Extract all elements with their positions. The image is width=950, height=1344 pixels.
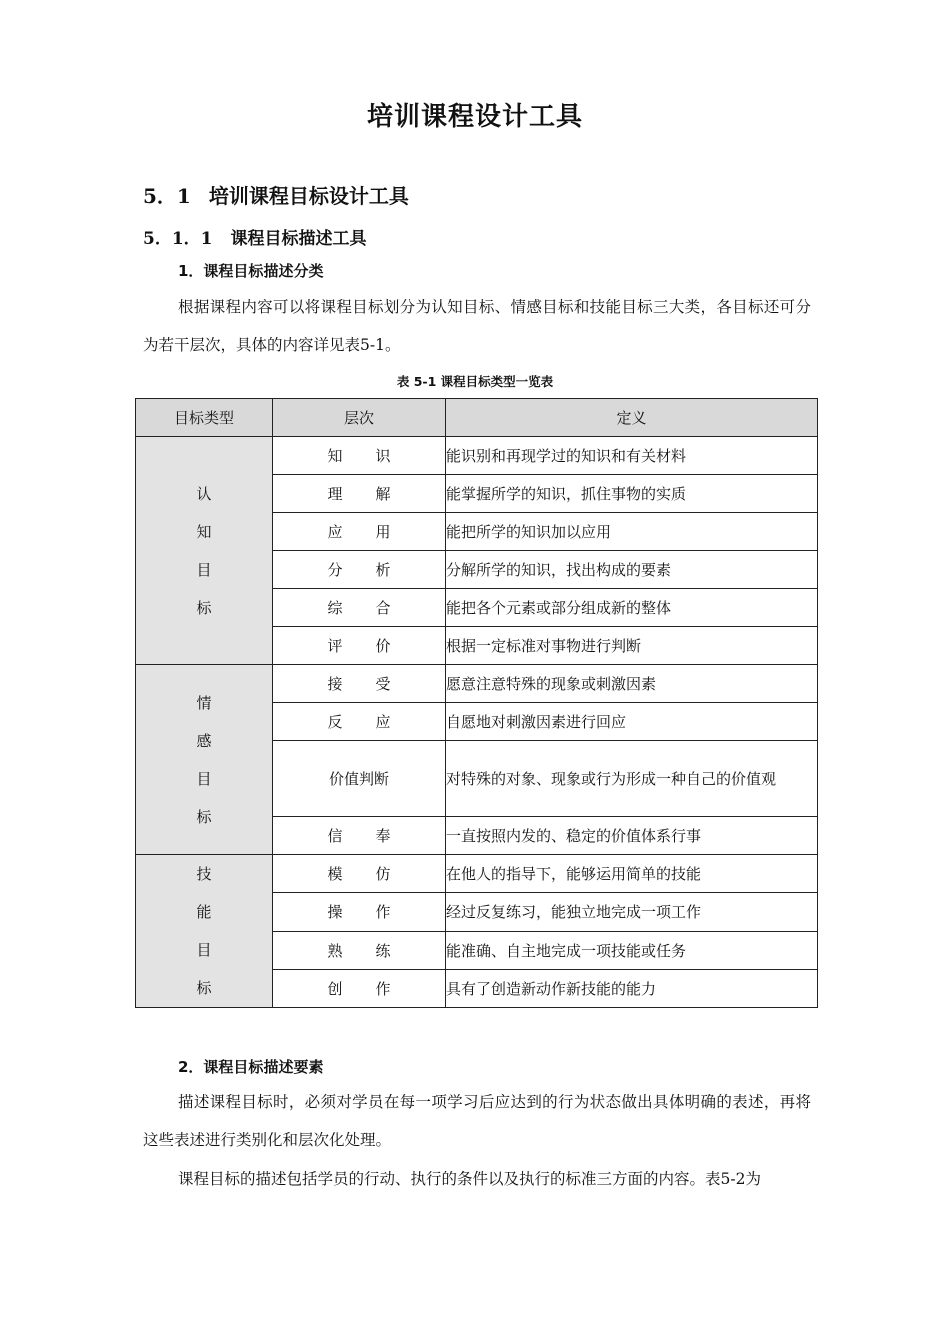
level-label: 知识 [327, 447, 424, 465]
item2-paragraph2: 课程目标的描述包括学员的行动、执行的条件以及执行的标准三方面的内容。表5-2为 [178, 1170, 761, 1188]
table-row [136, 855, 818, 893]
definition-cell: 能掌握所学的知识，抓住事物的实质 [446, 475, 818, 513]
definition-cell: 根据一定标准对事物进行判断 [446, 627, 818, 665]
section-number: 5．1 [143, 184, 191, 208]
definition-cell: 经过反复练习，能独立地完成一项工作 [446, 893, 818, 931]
section-title: 培训课程目标设计工具 [208, 184, 409, 208]
document-title: 培训课程设计工具 [366, 102, 583, 132]
definition-cell: 能准确、自主地完成一项技能或任务 [446, 931, 818, 969]
level-label: 模仿 [327, 865, 424, 884]
level-label: 创作 [327, 979, 424, 998]
level-label: 价值判断 [328, 770, 389, 788]
table-row [136, 665, 818, 703]
definition-cell: 自愿地对刺激因素进行回应 [446, 703, 818, 741]
definition-cell: 对特殊的对象、现象或行为形成一种自己的价值观 [446, 741, 818, 817]
category-cell [136, 437, 273, 665]
level-label: 评价 [327, 637, 424, 655]
level-cell [273, 475, 446, 513]
level-label: 分析 [327, 561, 424, 579]
table-header-row [136, 399, 818, 437]
header-level: 层次 [273, 399, 446, 437]
item2-heading: 2．课程目标描述要素 [178, 1058, 324, 1076]
level-cell [273, 969, 446, 1007]
level-cell [273, 817, 446, 855]
definition-cell: 在他人的指导下，能够运用简单的技能 [446, 855, 818, 893]
level-cell [273, 893, 446, 931]
level-label: 熟练 [327, 941, 424, 960]
level-label: 应用 [327, 523, 424, 541]
subsection-number: 5．1．1 [143, 229, 213, 249]
definition-cell: 能识别和再现学过的知识和有关材料 [446, 437, 818, 475]
level-label: 综合 [327, 599, 424, 617]
level-cell [273, 437, 446, 475]
definition-cell: 一直按照内发的、稳定的价值体系行事 [446, 817, 818, 855]
header-goal-type: 目标类型 [136, 399, 273, 437]
category-label: 认知目标 [196, 484, 212, 617]
level-cell [273, 665, 446, 703]
level-label: 操作 [327, 903, 424, 922]
table-body [136, 437, 818, 1008]
level-cell [273, 551, 446, 589]
category-cell [136, 855, 273, 1008]
definition-cell: 能把各个元素或部分组成新的整体 [446, 589, 818, 627]
level-cell [273, 931, 446, 969]
category-label: 技能目标 [196, 865, 212, 997]
level-label: 反应 [327, 713, 424, 731]
header-definition: 定义 [446, 399, 818, 437]
level-label: 理解 [327, 485, 424, 503]
subsection-heading [143, 224, 367, 249]
table-caption: 表 5-1 课程目标类型一览表 [396, 374, 554, 389]
category-cell [136, 665, 273, 855]
table-row [136, 437, 818, 475]
item1-heading: 1．课程目标描述分类 [178, 262, 324, 280]
level-cell [273, 741, 446, 817]
definition-cell: 具有了创造新动作新技能的能力 [446, 969, 818, 1007]
level-cell [273, 703, 446, 741]
item1-paragraph: 根据课程内容可以将课程目标划分为认知目标、情感目标和技能目标三大类，各目标还可分为若干层次，具体的内容详见表5-1。 [143, 298, 811, 354]
level-label: 接受 [327, 675, 424, 693]
level-cell [273, 513, 446, 551]
definition-cell: 能把所学的知识加以应用 [446, 513, 818, 551]
category-label: 情感目标 [196, 693, 212, 826]
definition-cell: 愿意注意特殊的现象或刺激因素 [446, 665, 818, 703]
level-cell [273, 627, 446, 665]
subsection-title: 课程目标描述工具 [230, 229, 367, 249]
definition-cell: 分解所学的知识，找出构成的要素 [446, 551, 818, 589]
level-cell [273, 589, 446, 627]
goal-types-table [135, 398, 818, 1008]
level-label: 信奉 [327, 827, 424, 845]
level-cell [273, 855, 446, 893]
item2-paragraph1: 描述课程目标时，必须对学员在每一项学习后应达到的行为状态做出具体明确的表述，再将这些表述进行类别化和层次化处理。 [143, 1093, 811, 1149]
section-heading [143, 180, 409, 209]
